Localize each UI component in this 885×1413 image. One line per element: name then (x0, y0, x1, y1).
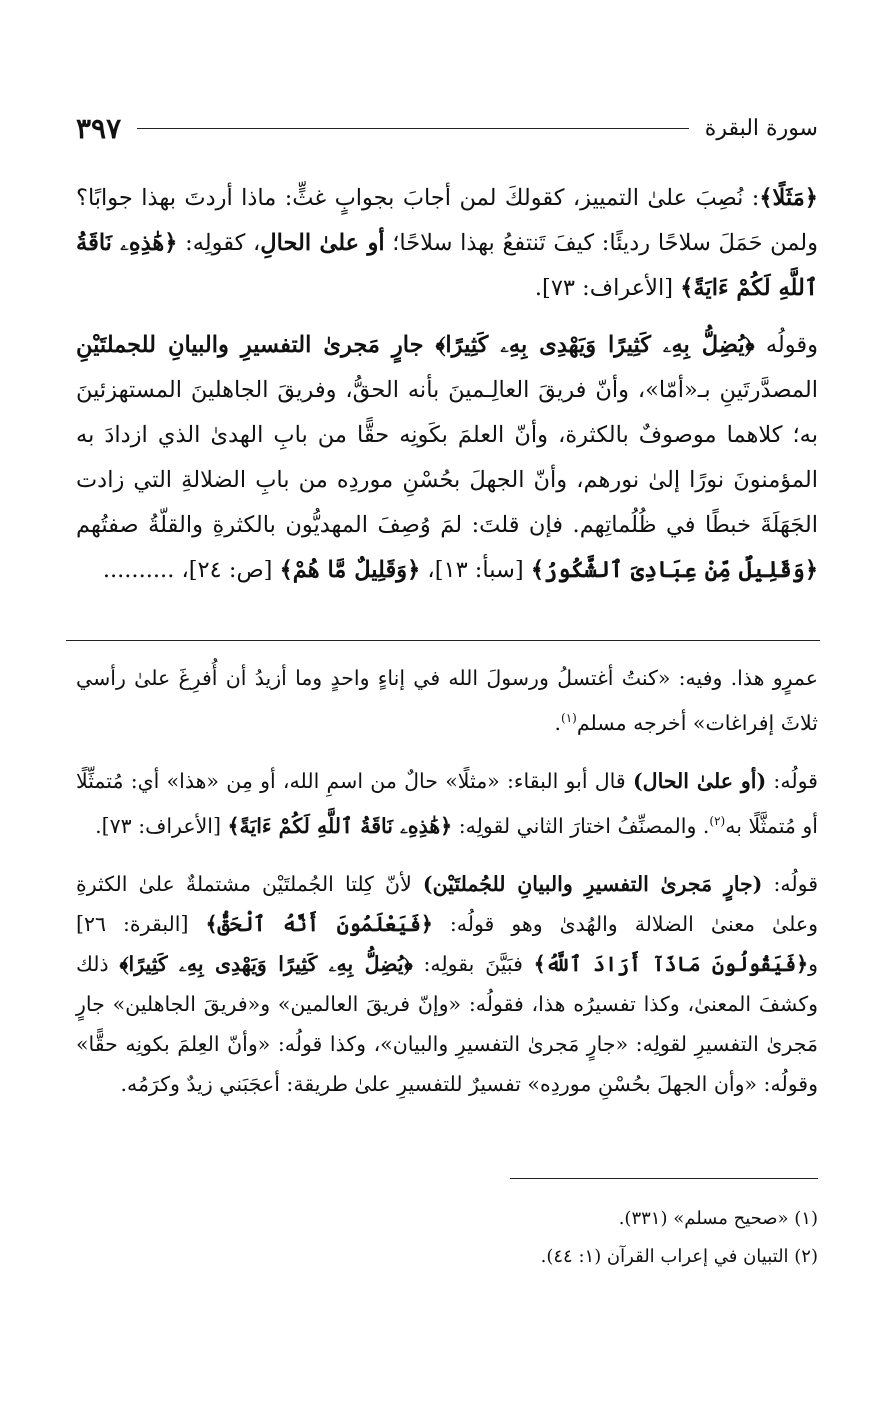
quran-quote: ﴿مَثَلًا﴾ (759, 185, 818, 211)
page-header (76, 108, 818, 148)
main-text-span: : نُصِبَ علىٰ التمييز، كقولكَ لمن أجابَ بجوابٍ غثٍّ: ماذا أردتَ بهذا جوابًا؟ ولمن حَمَلَ سلاحًا رديئًا: كيفَ تَنتفعُ بهذا سلاحًا؛ (76, 185, 818, 256)
commentary-text: عمرٍو هذا. وفيه: «كنتُ أغتسلُ ورسولَ الله في إناءٍ واحدٍ وما أزيدُ أن أُفرِغَ علىٰ رأسي ثلاثَ إفراغات» أخرجه مسلم (76, 666, 818, 735)
quran-quote: ﴿هَٰذِهِۦ نَاقَةُ ٱللَّهِ لَكُمْ ءَايَةً﴾ (227, 813, 453, 838)
page-number: ٣٩٧ (76, 111, 122, 145)
commentary-text: قولُه: (762, 871, 818, 896)
quran-quote: ﴿فَيَعْلَمُونَ أَنَّهُ ٱلْحَقُّ﴾ (205, 911, 433, 936)
footnote-2: (٢) التبيان في إعراب القرآن (١: ٤٤). (540, 1246, 818, 1267)
header-rule (137, 128, 689, 129)
footnotes (76, 1200, 818, 1276)
main-text-span: المصدَّرتَينِ بـ«أمّا»، وأنّ فريقَ العالِـمينَ بأنه الحقُّ، وفريقَ الجاهلينَ المستهزئينَ به؛ كلاهما موصوفٌ بالكثرة، وأنّ العلمَ بكَونِه حقًّا من بابِ الهدىٰ الذي ازدادَ به المؤمنونَ نورًا إلىٰ نورهم، وأنّ الجهلَ بحُسْنِ موردِه من بابِ الضلالةِ التي زادت الجَهَلَةَ خبطًا في ظُلُماتِهم. فإن قلتَ: لمَ وُصِفَ المهديُّون بالكثرةِ والقلّةُ صفتُهم (76, 377, 818, 538)
quran-quote: ﴿وَقَلِيلٌ مِّنْ عِبَادِىَ ٱلشَّكُورُ﴾ (530, 557, 818, 583)
commentary-paragraph-1 (76, 658, 818, 743)
surah-name: سورة البقرة (704, 115, 818, 141)
footnote-ref: (١) (561, 711, 577, 725)
bold-phrase: (أو علىٰ الحال) (632, 768, 767, 793)
commentary-text: قال أبو البقاء: «مثلًا» حالٌ من اسمِ الله، أو مِن «هذا» أي: مُتمثِّلًا أو مُتمثَّلًا به (76, 768, 818, 838)
citation: [البقرة: ٢٦] و (76, 911, 818, 976)
citation: [ص: ٢٤]، .......... (102, 557, 280, 583)
commentary-text: فبَيَّنَ بقولِه: (412, 951, 534, 976)
bold-phrase: (جارٍ مَجرىٰ التفسيرِ والبيانِ للجُملتَيْن) (422, 871, 763, 896)
commentary-text: . والمصنِّفُ اختارَ الثاني لقولِه: (452, 813, 710, 838)
citation: [سبأ: ١٣]، (420, 557, 531, 583)
main-text-span: وقولُه (754, 332, 818, 358)
commentary-text: . (554, 710, 562, 735)
commentary (76, 658, 818, 1122)
commentary-paragraph-3 (76, 864, 818, 1104)
quran-quote: ﴿يُضِلُّ بِهِۦ كَثِيرًا وَيَهْدِى بِهِۦ كَثِيرًا﴾ (435, 332, 755, 358)
main-paragraph-2 (76, 323, 818, 593)
section-divider (66, 640, 820, 641)
bold-phrase: جارٍ مَجرىٰ التفسيرِ والبيانِ للجملتَيْنِ (76, 332, 436, 358)
quran-quote: ﴿وَقَلِيلٌ مَّا هُمْ﴾ (279, 557, 421, 583)
quran-quote: ﴿يُضِلُّ بِهِۦ كَثِيرًا وَيَهْدِى بِهِۦ كَثِيرًا﴾ (119, 951, 413, 976)
footnote-rule (510, 1178, 818, 1179)
main-text-span: ، كقولِه: (177, 230, 261, 256)
citation: [الأعراف: ٧٣]. (95, 813, 228, 838)
main-text (76, 176, 818, 605)
quran-quote: ﴿هَٰذِهِۦ نَاقَةُ ٱللَّهِ لَكُمْ ءَايَةً﴾ (76, 230, 818, 301)
footnote-ref: (٢) (709, 813, 726, 828)
commentary-text: قولُه: (766, 768, 818, 793)
quran-quote: ﴿فَيَقُولُونَ مَاذَآ أَرَادَ ٱللَّهُ﴾ (533, 951, 809, 976)
citation: [الأعراف: ٧٣]. (534, 275, 681, 301)
commentary-paragraph-2 (76, 761, 818, 846)
commentary-text: لأنّ كِلتا الجُملتَيْن مشتملةٌ علىٰ الكثرةِ وعلىٰ معنىٰ الضلالة والهُدىٰ وهو قولُه: (76, 871, 818, 936)
commentary-text: ذلك وكشفَ المعنىٰ، وكذا تفسيرُه هذا، فقولُه: «وإنّ فريقَ العالمين» و«فريقَ الجاهلين» جارٍ مَجرىٰ التفسيرِ لقولِه: «جارٍ مَجرىٰ التفسيرِ والبيان»، وكذا قولُه: «وأنّ العِلمَ بكونِه حقًّا» وقولُه: «وأن الجهلَ بحُسْنِ موردِه» تفسيرٌ للتفسيرِ علىٰ طريقة: أعجَبَني زيدٌ وكرَمُه. (76, 951, 818, 1096)
main-paragraph-1 (76, 176, 818, 311)
bold-phrase: أو علىٰ الحالِ (260, 230, 385, 256)
footnote-1: (١) «صحيح مسلم» (٣٣١). (618, 1208, 818, 1229)
